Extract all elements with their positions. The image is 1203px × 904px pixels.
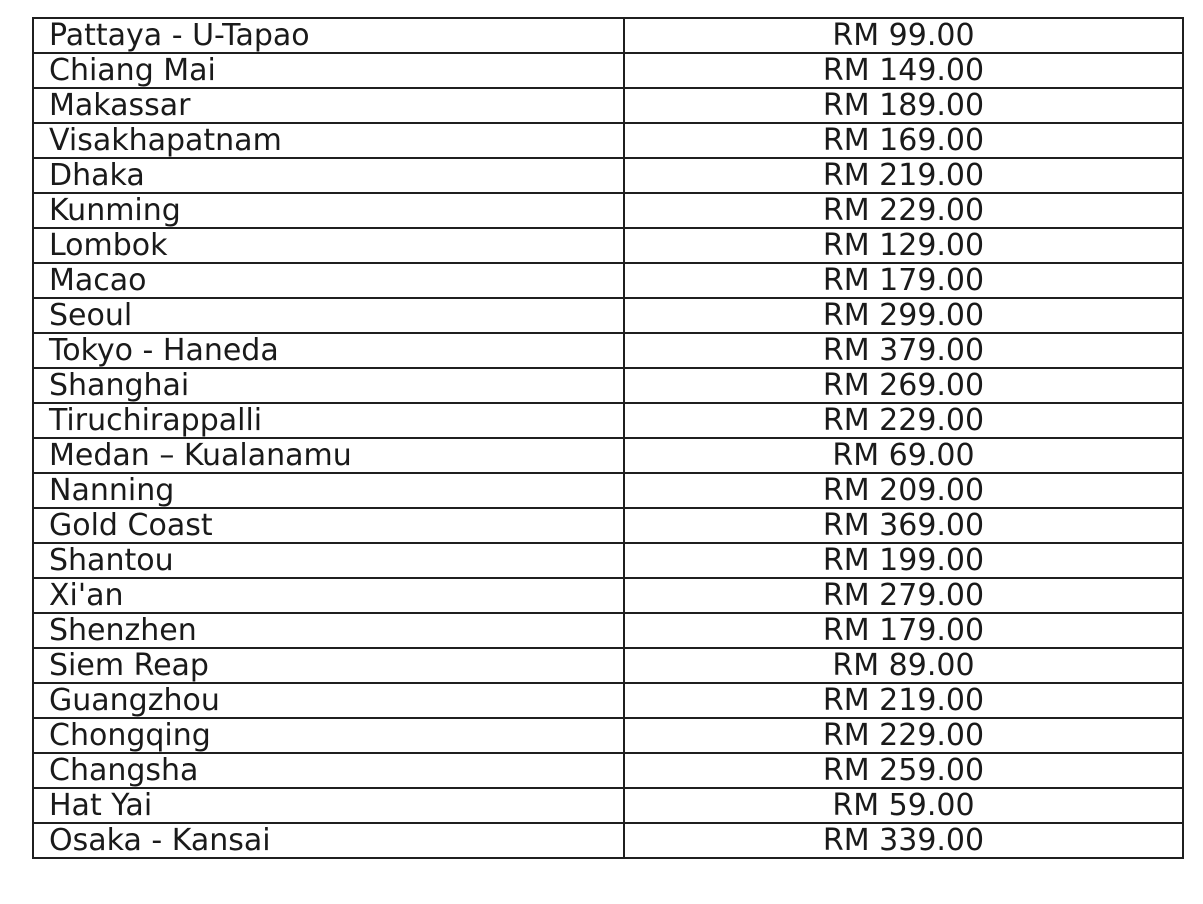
table-row (33, 683, 1183, 718)
destination-cell: Kunming (33, 193, 624, 228)
price-cell: RM 379.00 (624, 333, 1183, 368)
price-cell: RM 179.00 (624, 613, 1183, 648)
destination-cell: Changsha (33, 753, 624, 788)
price-cell: RM 89.00 (624, 648, 1183, 683)
destination-cell: Guangzhou (33, 683, 624, 718)
destination-cell: Gold Coast (33, 508, 624, 543)
destination-cell: Xi'an (33, 578, 624, 613)
destination-cell: Osaka - Kansai (33, 823, 624, 858)
price-cell: RM 69.00 (624, 438, 1183, 473)
price-cell: RM 229.00 (624, 193, 1183, 228)
destination-cell: Nanning (33, 473, 624, 508)
destination-cell: Visakhapatnam (33, 123, 624, 158)
price-cell: RM 149.00 (624, 53, 1183, 88)
destination-cell: Lombok (33, 228, 624, 263)
table-row (33, 298, 1183, 333)
destination-cell: Macao (33, 263, 624, 298)
table-row (33, 613, 1183, 648)
table-row (33, 88, 1183, 123)
table-row (33, 473, 1183, 508)
price-cell: RM 229.00 (624, 718, 1183, 753)
fare-table (32, 17, 1184, 859)
table-row (33, 368, 1183, 403)
destination-cell: Makassar (33, 88, 624, 123)
price-cell: RM 219.00 (624, 158, 1183, 193)
table-row (33, 333, 1183, 368)
price-cell: RM 169.00 (624, 123, 1183, 158)
price-cell: RM 189.00 (624, 88, 1183, 123)
price-cell: RM 199.00 (624, 543, 1183, 578)
price-cell: RM 339.00 (624, 823, 1183, 858)
table-row (33, 403, 1183, 438)
table-row (33, 578, 1183, 613)
destination-cell: Siem Reap (33, 648, 624, 683)
price-cell: RM 209.00 (624, 473, 1183, 508)
price-cell: RM 269.00 (624, 368, 1183, 403)
destination-cell: Shenzhen (33, 613, 624, 648)
table-row (33, 648, 1183, 683)
table-row (33, 193, 1183, 228)
price-cell: RM 229.00 (624, 403, 1183, 438)
destination-cell: Chongqing (33, 718, 624, 753)
destination-cell: Tokyo - Haneda (33, 333, 624, 368)
destination-cell: Dhaka (33, 158, 624, 193)
destination-cell: Shantou (33, 543, 624, 578)
table-row (33, 823, 1183, 858)
price-cell: RM 179.00 (624, 263, 1183, 298)
destination-cell: Medan – Kualanamu (33, 438, 624, 473)
table-row (33, 53, 1183, 88)
table-row (33, 438, 1183, 473)
destination-cell: Hat Yai (33, 788, 624, 823)
destination-cell: Pattaya - U-Tapao (33, 18, 624, 53)
table-row (33, 123, 1183, 158)
table-row (33, 508, 1183, 543)
table-row (33, 263, 1183, 298)
table-row (33, 18, 1183, 53)
destination-cell: Seoul (33, 298, 624, 333)
destination-cell: Shanghai (33, 368, 624, 403)
price-cell: RM 99.00 (624, 18, 1183, 53)
table-row (33, 543, 1183, 578)
table-row (33, 753, 1183, 788)
price-cell: RM 129.00 (624, 228, 1183, 263)
table-row (33, 718, 1183, 753)
destination-cell: Tiruchirappalli (33, 403, 624, 438)
fare-table-body (33, 18, 1183, 858)
price-cell: RM 299.00 (624, 298, 1183, 333)
price-cell: RM 59.00 (624, 788, 1183, 823)
table-row (33, 788, 1183, 823)
destination-cell: Chiang Mai (33, 53, 624, 88)
price-cell: RM 279.00 (624, 578, 1183, 613)
table-row (33, 228, 1183, 263)
price-cell: RM 369.00 (624, 508, 1183, 543)
table-row (33, 158, 1183, 193)
price-cell: RM 259.00 (624, 753, 1183, 788)
price-cell: RM 219.00 (624, 683, 1183, 718)
